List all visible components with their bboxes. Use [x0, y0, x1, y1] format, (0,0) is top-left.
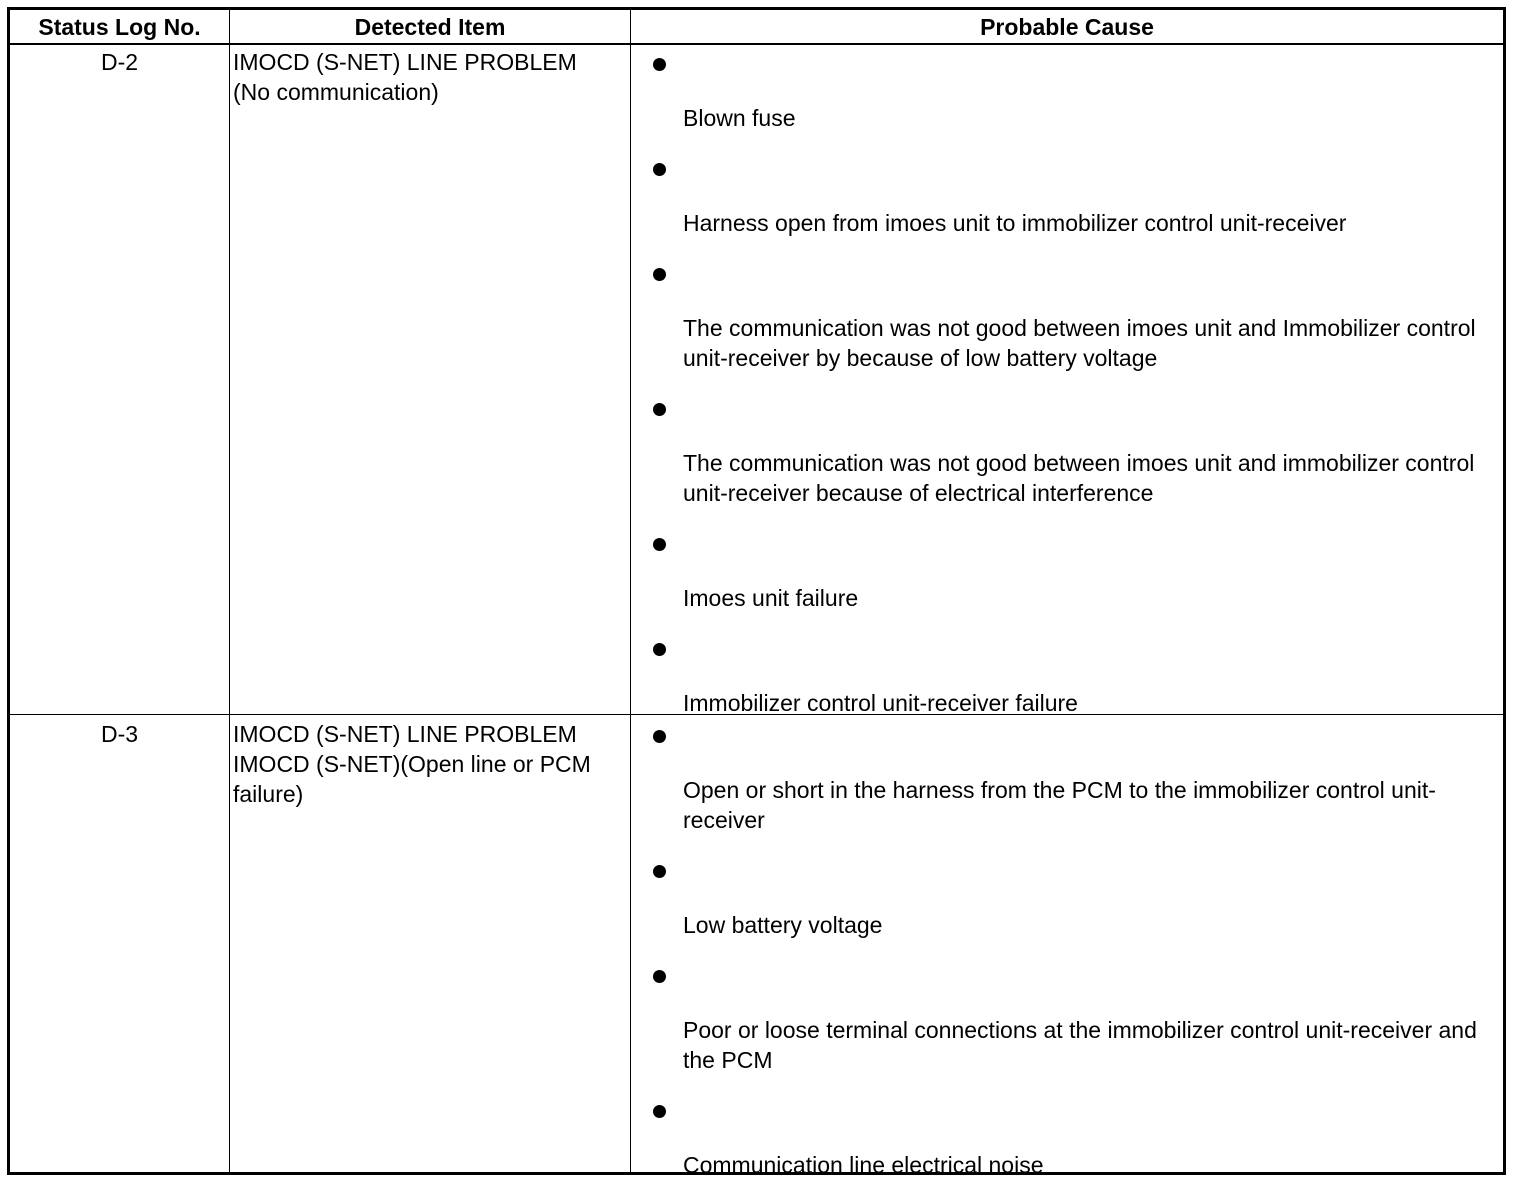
cause-item: Poor or loose terminal connections at the immobilizer control unit-receiver and the PCM [683, 1017, 1477, 1073]
header-detected-item: Detected Item [354, 14, 506, 40]
bullet-icon [653, 643, 666, 656]
status-log-no-cell: D-3 [100, 721, 139, 747]
bullet-icon [653, 730, 666, 743]
bullet-icon [653, 1105, 666, 1118]
bullet-icon [653, 970, 666, 983]
cause-item: Open or short in the harness from the PCM to the immobilizer control unit-receiver [683, 777, 1436, 833]
detected-item-cell: IMOCD (S-NET) LINE PROBLEM (No communication) [233, 49, 577, 105]
detected-item-cell: IMOCD (S-NET) LINE PROBLEM IMOCD (S-NET)(Open line or PCM failure) [233, 721, 591, 807]
cause-item: Immobilizer control unit-receiver failure [683, 690, 1078, 716]
bullet-icon [653, 163, 666, 176]
cause-item: Low battery voltage [683, 912, 883, 938]
bullet-icon [653, 538, 666, 551]
status-log-table [7, 7, 1506, 1178]
cause-item: The communication was not good between imoes unit and immobilizer control unit-receiver because of electrical interference [683, 450, 1475, 506]
cause-item: Imoes unit failure [683, 585, 859, 611]
header-status-log-no: Status Log No. [38, 14, 201, 40]
cause-item: Communication line electrical noise [683, 1152, 1044, 1178]
header-probable-cause: Probable Cause [980, 14, 1154, 40]
cause-item: The communication was not good between imoes unit and Immobilizer control unit-receiver by because of low battery voltage [683, 315, 1476, 371]
column-divider [630, 10, 631, 1172]
bullet-icon [653, 58, 666, 71]
bullet-icon [653, 865, 666, 878]
status-log-no-cell: D-2 [100, 49, 139, 75]
cause-item: Harness open from imoes unit to immobilizer control unit-receiver [683, 210, 1347, 236]
bullet-icon [653, 268, 666, 281]
cause-item: Blown fuse [683, 105, 796, 131]
bullet-icon [653, 403, 666, 416]
column-divider [229, 10, 230, 1172]
